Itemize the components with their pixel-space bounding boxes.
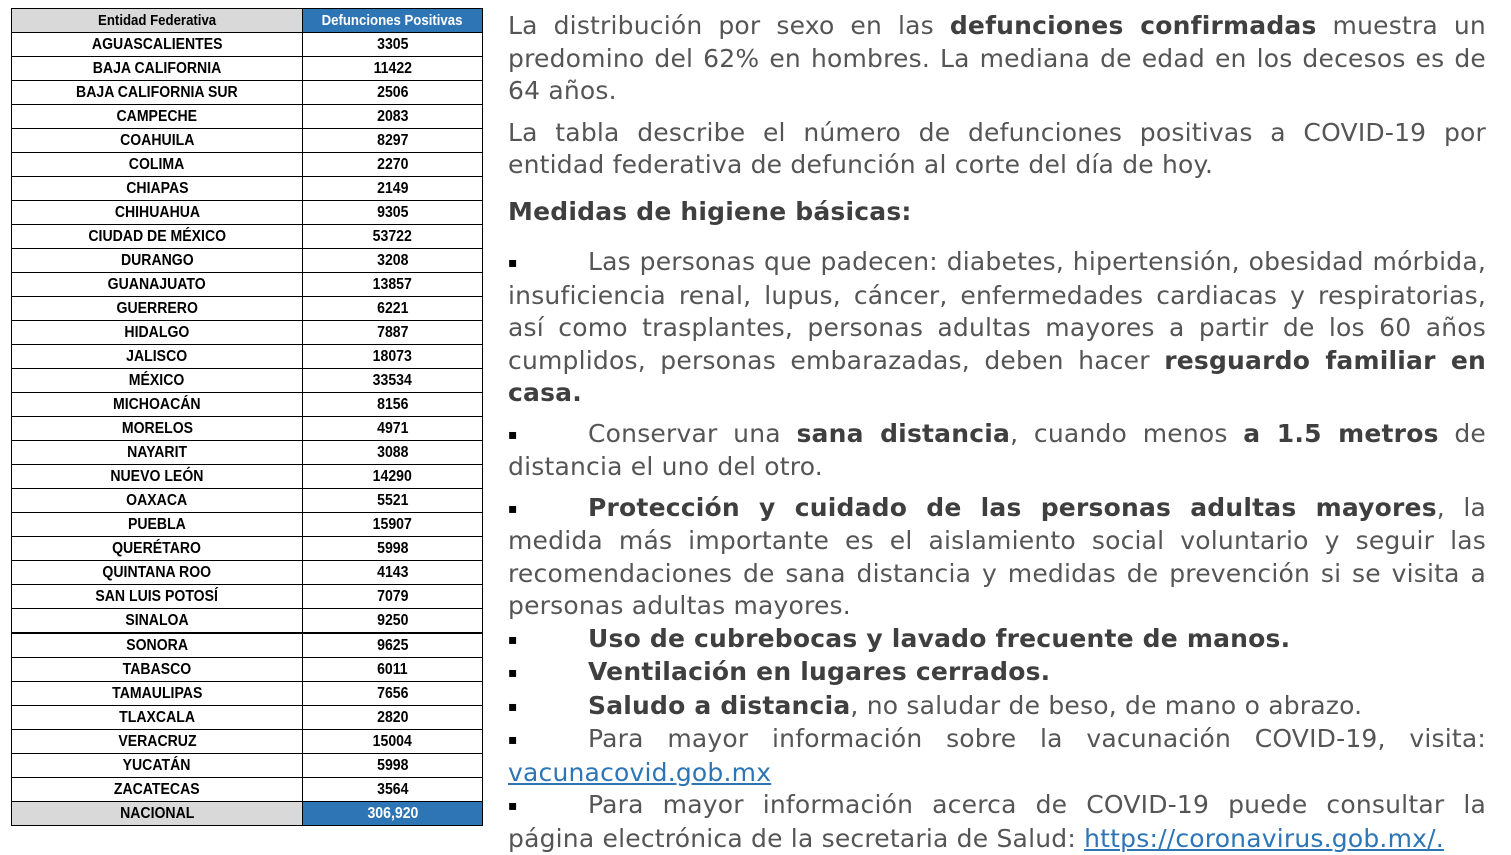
table-row	[12, 754, 483, 778]
table-row	[12, 682, 483, 706]
state-cell: CIUDAD DE MÉXICO	[12, 225, 303, 249]
deaths-cell: 3088	[303, 441, 483, 465]
state-cell: PUEBLA	[12, 513, 303, 537]
state-cell: HIDALGO	[12, 321, 303, 345]
state-cell: VERACRUZ	[12, 730, 303, 754]
table-row	[12, 417, 483, 441]
deaths-cell: 2083	[303, 105, 483, 129]
total-value-cell: 306,920	[303, 802, 483, 826]
state-cell: GUERRERO	[12, 297, 303, 321]
state-cell: OAXACA	[12, 489, 303, 513]
table-row	[12, 489, 483, 513]
deaths-cell: 33534	[303, 369, 483, 393]
column-header-state: Entidad Federativa	[12, 9, 303, 33]
table-row	[12, 706, 483, 730]
table-row	[12, 201, 483, 225]
deaths-cell: 5998	[303, 537, 483, 561]
deaths-cell: 3208	[303, 249, 483, 273]
total-label-cell: NACIONAL	[12, 802, 303, 826]
hygiene-measures-heading: Medidas de higiene básicas:	[508, 196, 912, 226]
state-cell: QUINTANA ROO	[12, 561, 303, 585]
list-item: ▪ Uso de cubrebocas y lavado frecuente de manos.	[508, 623, 1486, 657]
coronavirus-site-link[interactable]: https://coronavirus.gob.mx/.	[1084, 823, 1444, 853]
table-row	[12, 465, 483, 489]
deaths-cell: 3564	[303, 778, 483, 802]
total-row	[12, 802, 483, 826]
list-item: ▪ Ventilación en lugares cerrados.	[508, 656, 1486, 690]
table-row	[12, 81, 483, 105]
table-row	[12, 57, 483, 81]
table-row	[12, 369, 483, 393]
bullet-icon: ▪	[508, 426, 518, 443]
text-column	[508, 10, 1486, 855]
vaccination-link[interactable]: vacunacovid.gob.mx	[508, 757, 772, 787]
deaths-cell: 2820	[303, 706, 483, 730]
deaths-cell: 6221	[303, 297, 483, 321]
deaths-cell: 13857	[303, 273, 483, 297]
table-row	[12, 658, 483, 682]
bullet-icon: ▪	[508, 798, 518, 814]
list-item: ▪ Saludo a distancia, no saludar de beso, de mano o abrazo.	[508, 690, 1486, 724]
table-row	[12, 225, 483, 249]
state-cell: DURANGO	[12, 249, 303, 273]
table-row	[12, 249, 483, 273]
deaths-cell: 11422	[303, 57, 483, 81]
bullet-icon: ▪	[508, 732, 518, 748]
deaths-cell: 15907	[303, 513, 483, 537]
table-body	[12, 33, 483, 826]
table-row	[12, 585, 483, 609]
deaths-cell: 14290	[303, 465, 483, 489]
bullet-icon: ▪	[508, 255, 518, 271]
deaths-cell: 18073	[303, 345, 483, 369]
deaths-cell: 9250	[303, 609, 483, 634]
table-row	[12, 177, 483, 201]
deaths-cell: 6011	[303, 658, 483, 682]
table-row	[12, 513, 483, 537]
table-row	[12, 321, 483, 345]
state-cell: ZACATECAS	[12, 778, 303, 802]
table-row	[12, 730, 483, 754]
state-cell: MORELOS	[12, 417, 303, 441]
state-cell: NUEVO LEÓN	[12, 465, 303, 489]
list-item: ▪ Conservar una sana distancia, cuando menos a 1.5 metros de distancia el uno del otro.	[508, 418, 1486, 481]
deaths-cell: 7656	[303, 682, 483, 706]
list-item: ▪ Para mayor información sobre la vacunación COVID-19, visita: vacunacovid.gob.mx	[508, 724, 1486, 787]
table-row	[12, 105, 483, 129]
table-row	[12, 297, 483, 321]
deaths-cell: 7079	[303, 585, 483, 609]
column-header-deaths: Defunciones Positivas	[303, 9, 483, 33]
deaths-cell: 8297	[303, 129, 483, 153]
table-description-paragraph: La tabla describe el número de defunciones positivas a COVID-19 por entidad federativa de defunción al corte del día de hoy.	[508, 117, 1486, 179]
state-cell: YUCATÁN	[12, 754, 303, 778]
deaths-cell: 7887	[303, 321, 483, 345]
deaths-cell: 4971	[303, 417, 483, 441]
list-item: ▪ Protección y cuidado de las personas adultas mayores, la medida más importante es el aislamiento social voluntario y seguir las recomendaciones de sana distancia y medidas de prevención si se visita a personas adultas mayores.	[508, 492, 1486, 620]
table-row	[12, 345, 483, 369]
table-row	[12, 609, 483, 634]
state-cell: MICHOACÁN	[12, 393, 303, 417]
deaths-cell: 8156	[303, 393, 483, 417]
state-cell: CAMPECHE	[12, 105, 303, 129]
state-cell: AGUASCALIENTES	[12, 33, 303, 57]
table-row	[12, 273, 483, 297]
table-row	[12, 441, 483, 465]
state-cell: CHIAPAS	[12, 177, 303, 201]
sex-distribution-paragraph: La distribución por sexo en las defunciones confirmadas muestra un predomino del 62% en hombres. La mediana de edad en los decesos es de 64 años.	[508, 11, 1486, 105]
table-row	[12, 778, 483, 802]
state-cell: GUANAJUATO	[12, 273, 303, 297]
deaths-cell: 2149	[303, 177, 483, 201]
state-cell: SAN LUIS POTOSÍ	[12, 585, 303, 609]
table-row	[12, 393, 483, 417]
list-item: ▪ Para mayor información acerca de COVID-19 puede consultar la página electrónica de la secretaria de Salud: https://coronavirus.gob.mx/.	[508, 790, 1486, 853]
state-cell: BAJA CALIFORNIA SUR	[12, 81, 303, 105]
table-row	[12, 129, 483, 153]
deaths-cell: 9305	[303, 201, 483, 225]
state-cell: JALISCO	[12, 345, 303, 369]
bullet-icon: ▪	[508, 500, 518, 517]
table-row	[12, 33, 483, 57]
table-row	[12, 537, 483, 561]
list-item: ▪ Las personas que padecen: diabetes, hipertensión, obesidad mórbida, insuficiencia renal, lupus, cáncer, enfermedades cardiacas y respiratorias, así como trasplantes, personas adultas mayores a partir de los 60 años cumplidos, personas embarazadas, deben hacer resguardo familiar en casa.	[508, 247, 1486, 407]
deaths-cell: 2270	[303, 153, 483, 177]
state-cell: SINALOA	[12, 609, 303, 634]
state-cell: COAHUILA	[12, 129, 303, 153]
state-cell: CHIHUAHUA	[12, 201, 303, 225]
table-row	[12, 153, 483, 177]
state-cell: BAJA CALIFORNIA	[12, 57, 303, 81]
state-cell: TLAXCALA	[12, 706, 303, 730]
deaths-cell: 53722	[303, 225, 483, 249]
deaths-cell: 9625	[303, 633, 483, 658]
state-cell: TABASCO	[12, 658, 303, 682]
state-cell: SONORA	[12, 633, 303, 658]
deaths-cell: 15004	[303, 730, 483, 754]
table-header-row	[12, 9, 483, 33]
state-cell: QUERÉTARO	[12, 537, 303, 561]
deaths-cell: 3305	[303, 33, 483, 57]
state-cell: MÉXICO	[12, 369, 303, 393]
deaths-cell: 4143	[303, 561, 483, 585]
table-row	[12, 561, 483, 585]
state-cell: COLIMA	[12, 153, 303, 177]
bullet-icon: ▪	[508, 631, 518, 648]
deaths-by-state-table	[11, 8, 483, 826]
state-cell: NAYARIT	[12, 441, 303, 465]
deaths-cell: 2506	[303, 81, 483, 105]
deaths-cell: 5998	[303, 754, 483, 778]
deaths-cell: 5521	[303, 489, 483, 513]
table-row	[12, 633, 483, 658]
bullet-icon: ▪	[508, 698, 518, 715]
bullet-icon: ▪	[508, 665, 518, 681]
state-cell: TAMAULIPAS	[12, 682, 303, 706]
